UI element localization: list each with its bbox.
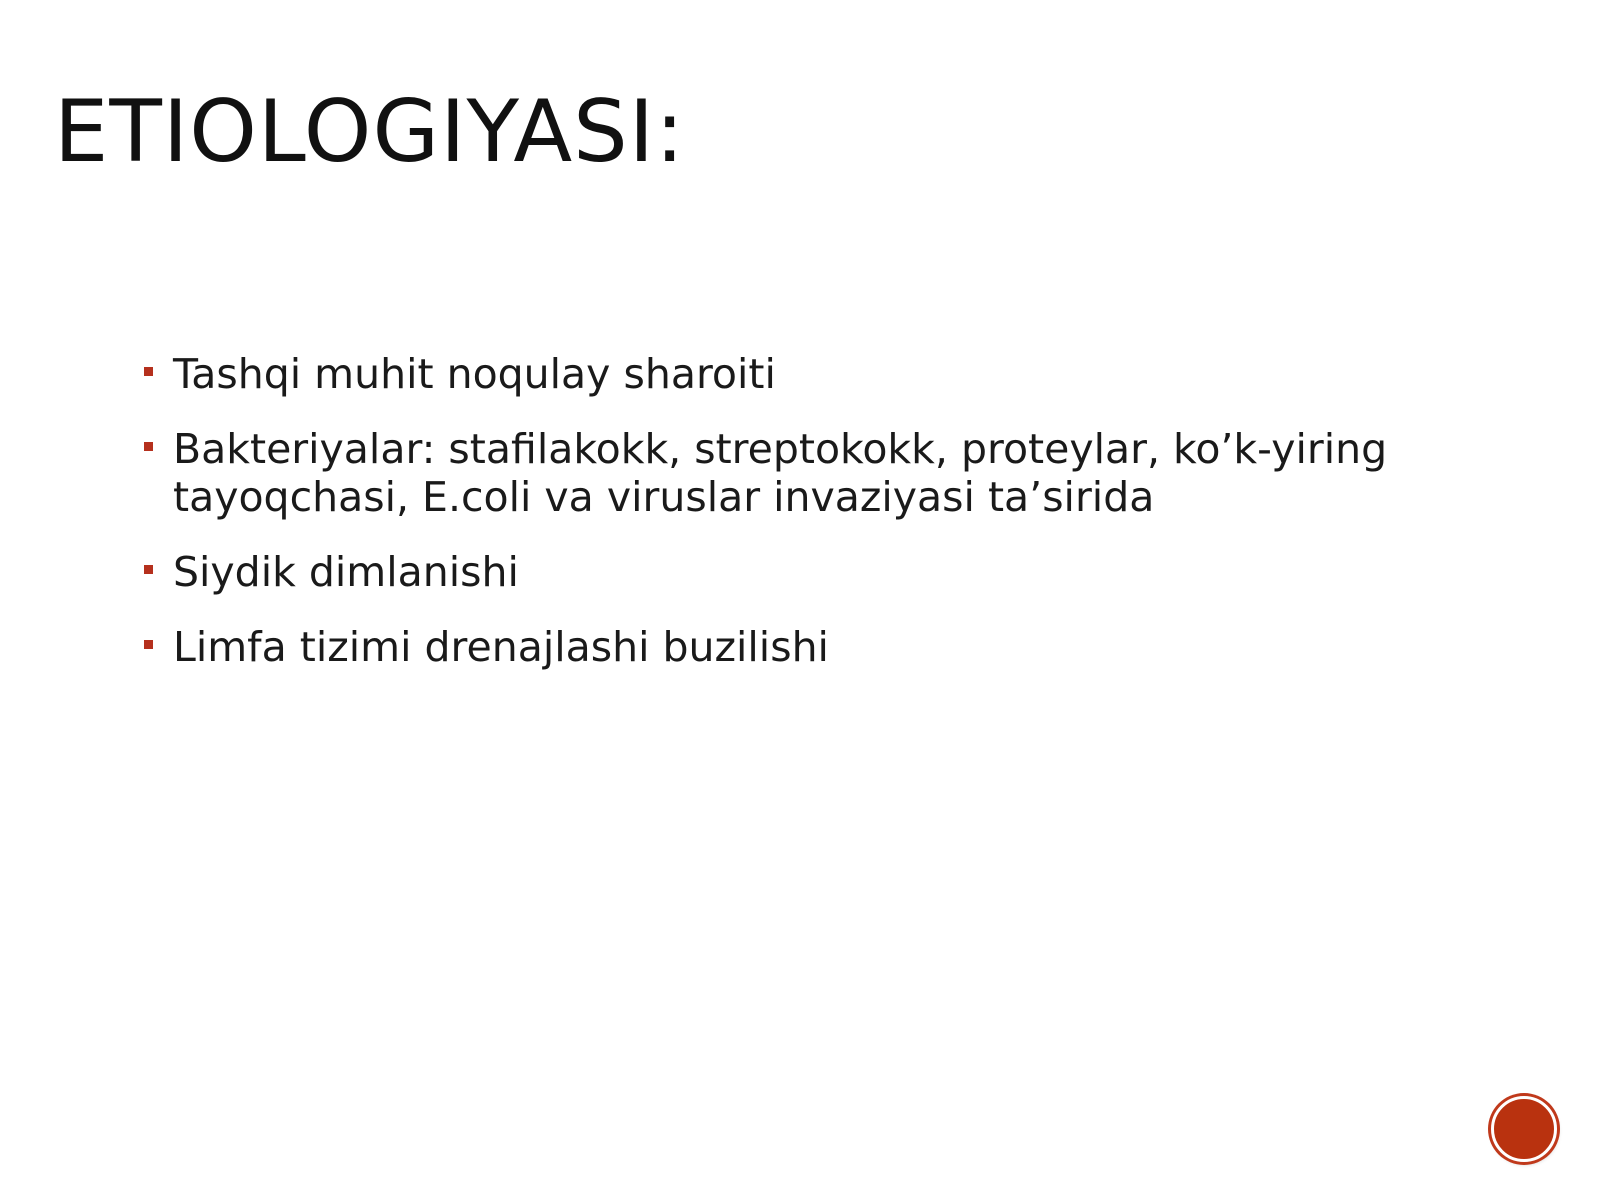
slide-title: ETIOLOGIYASI: <box>54 82 686 182</box>
list-item <box>140 350 1480 398</box>
list-item <box>140 623 1480 671</box>
bullet-text: Limfa tizimi drenajlashi buzilishi <box>173 623 829 671</box>
bullet-list <box>140 350 1480 698</box>
square-bullet-icon <box>144 442 153 451</box>
bullet-text: Bakteriyalar: stafilakokk, streptokokk, proteylar, ko’k-yiring tayoqchasi, E.coli va viruslar invaziyasi ta’sirida <box>173 425 1388 521</box>
bullet-text: Siydik dimlanishi <box>173 548 519 596</box>
circle-nav-button[interactable] <box>1491 1096 1557 1162</box>
list-item <box>140 425 1480 521</box>
bullet-text: Tashqi muhit noqulay sharoiti <box>173 350 776 398</box>
square-bullet-icon <box>144 367 153 376</box>
square-bullet-icon <box>144 640 153 649</box>
square-bullet-icon <box>144 565 153 574</box>
list-item <box>140 548 1480 596</box>
